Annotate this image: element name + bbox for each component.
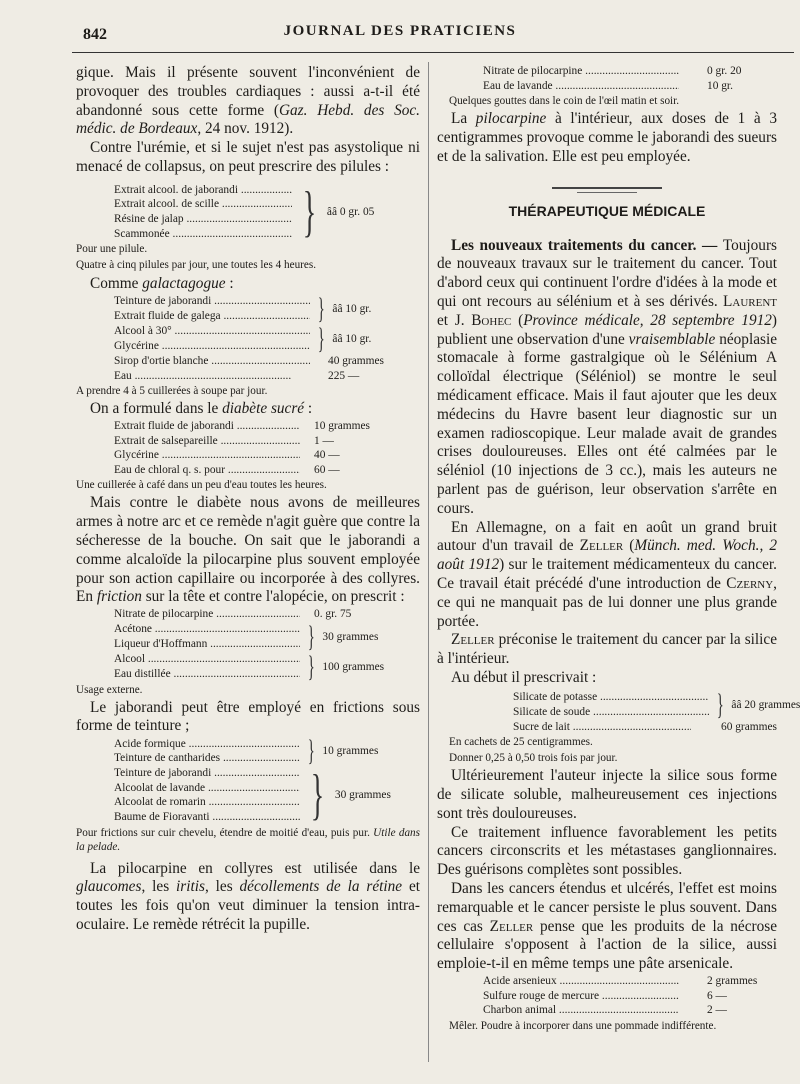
author: Czerny	[726, 574, 774, 592]
formula-row	[76, 212, 292, 227]
header-rule	[72, 52, 794, 53]
ingredient: Eau de chloral q. s. pour .....	[76, 463, 300, 478]
formula-group	[76, 649, 420, 683]
formula-group	[76, 619, 420, 653]
ingredient: Acide formique .....	[76, 737, 300, 752]
text: ) publient une observation d'une	[437, 311, 778, 348]
quantity: 60 grammes	[721, 720, 777, 733]
ingredient: Charbon animal .....	[437, 1003, 679, 1018]
formula-group	[76, 736, 420, 766]
formula-row	[76, 652, 300, 667]
formula-row	[76, 294, 310, 309]
formula-group	[76, 291, 420, 325]
formula-row	[76, 324, 310, 339]
emphasis: galactagogue	[142, 275, 226, 293]
formula-row	[437, 79, 777, 94]
column-divider	[428, 62, 429, 1062]
formula-row	[437, 690, 709, 705]
brace: }	[307, 619, 315, 653]
paragraph	[76, 860, 420, 935]
formula-group	[76, 764, 420, 827]
ingredient: Alcool .....	[76, 652, 300, 667]
ingredient: Eau de lavande .....	[437, 79, 679, 94]
formula-row	[76, 667, 300, 682]
text: , les	[204, 878, 240, 896]
emphasis: décollements de la rétine	[239, 878, 403, 896]
formula-row	[76, 463, 420, 478]
dose: 10 grammes	[322, 745, 379, 758]
paragraph	[76, 400, 420, 419]
formula-note: Pour une pilule.	[76, 243, 148, 256]
paragraph	[437, 237, 777, 519]
dose: 30 grammes	[322, 630, 379, 643]
formula-row	[437, 705, 709, 720]
article-title: Les nouveaux traitements du cancer. —	[451, 236, 723, 254]
ingredient: Glycérine .....	[76, 448, 300, 463]
emphasis: glaucomes	[76, 878, 142, 896]
text: Toujours de nouveaux travaux sur le traitement du cancer. Tout d'abord ceux qui continuent l'ordre d'idées à la mode et qui ont recours au sélénium et à ses dérivés.	[437, 236, 777, 310]
emphasis: pilocarpine	[475, 110, 547, 128]
text: Mais contre le diabète nous avons de meilleures armes à notre arc et ce remède n'agit guère que contre la sécheresse de la bouche. On sait que le jaborandi a comme alcaloïde la pilocarpine plus souvent employée pour son action capillaire ou incorporée à des collyres. En	[76, 494, 420, 606]
ingredient: Teinture de cantharides .....	[76, 751, 300, 766]
formula-note: Donner 0,25 à 0,50 trois fois par jour.	[449, 752, 618, 765]
dose: ââ 0 gr. 05	[326, 205, 375, 218]
formula-lines	[76, 766, 300, 824]
text: , 24 nov. 1912).	[197, 120, 294, 138]
ingredient: Acétone .....	[76, 622, 300, 637]
formula-row	[437, 974, 777, 989]
formula-lines	[76, 652, 300, 681]
dose: 100 grammes	[322, 660, 385, 673]
ingredient: Extrait alcool. de scille .....	[76, 197, 292, 212]
text: et J.	[437, 311, 472, 329]
ingredient: Extrait de salsepareille .....	[76, 434, 300, 449]
ingredient: Extrait fluide de galega .....	[76, 309, 310, 324]
ingredient: Extrait fluide de jaborandi .....	[76, 419, 300, 434]
ingredient: Teinture de jaborandi .....	[76, 294, 310, 309]
ingredient: Alcoolat de romarin .....	[76, 795, 300, 810]
text: préconise le traitement du cancer par la silice à l'intérieur.	[437, 631, 777, 668]
author: Bohec	[471, 311, 512, 329]
text: et toutes les fois qu'on veut diminuer la tension intra-oculaire. Le remède rétrécit la pupille.	[76, 878, 420, 934]
paragraph: Contre l'urémie, et si le sujet n'est pas asystolique ni menacé de collapsus, on peut prescrire des pilules :	[76, 139, 420, 175]
text: :	[225, 275, 234, 293]
text: Dans les cancers étendus et ulcérés, l'effet est moins remarquable et le cancer persiste le plus souvent. Dans ces cas	[437, 880, 777, 935]
text: En Allemagne, on a fait en août un grand bruit autour d'un travail de	[437, 518, 777, 555]
ingredient: Extrait alcool. de jaborandi .....	[76, 183, 292, 198]
formula-row	[76, 309, 310, 324]
ingredient: Nitrate de pilocarpine .....	[437, 64, 679, 79]
formula-row	[76, 737, 300, 752]
ingredient: Sulfure rouge de mercure .....	[437, 989, 679, 1004]
formula-note: Usage externe.	[76, 683, 143, 696]
formula-note: Quatre à cinq pilules par jour, une toutes les 4 heures.	[76, 259, 317, 272]
right-column	[437, 64, 800, 1035]
ingredient: Alcool à 30° .....	[76, 324, 310, 339]
brace: }	[302, 180, 317, 243]
citation: Gaz. Hebd. des Soc. médic. de Bordeaux	[76, 101, 420, 138]
formula-row	[76, 183, 292, 198]
paragraph	[437, 631, 777, 669]
quantity: 225 —	[328, 369, 360, 382]
formula-row	[76, 622, 300, 637]
ingredient: Acide arsenieux .....	[437, 974, 679, 989]
author: Zeller	[489, 917, 534, 935]
formula-row	[76, 781, 300, 796]
formula-row	[437, 989, 777, 1004]
formula-row	[437, 64, 777, 79]
formula-row	[76, 197, 292, 212]
quantity: 2 grammes	[707, 975, 758, 988]
emphasis: vraisemblable	[628, 330, 716, 348]
formula-note	[76, 826, 420, 854]
ingredient: Glycérine .....	[76, 339, 310, 354]
quantity: 0 gr. 20	[707, 65, 742, 77]
formula-row	[76, 448, 420, 463]
formula-row	[76, 766, 300, 781]
journal-title: JOURNAL DES PRATICIENS	[283, 23, 517, 39]
brace: }	[307, 734, 315, 768]
formula-lines	[76, 737, 300, 766]
quantity: 40 —	[314, 449, 340, 462]
formula-row	[76, 369, 420, 384]
formula-row	[76, 339, 310, 354]
citation: Münch. med. Woch., 2 août 1912	[437, 537, 778, 574]
ingredient: Scammonée .....	[76, 227, 292, 242]
text: , les	[141, 878, 177, 896]
dose: 30 grammes	[334, 789, 391, 802]
paragraph	[76, 494, 420, 607]
author: Zeller	[579, 537, 624, 555]
ingredient: Nitrate de pilocarpine .....	[76, 607, 300, 622]
quantity: 6 —	[707, 989, 727, 1002]
ingredient: Sirop d'ortie blanche .....	[76, 354, 310, 369]
formula-row	[76, 434, 420, 449]
ingredient: Sucre de lait .....	[437, 720, 691, 735]
ingredient: Teinture de jaborandi .....	[76, 766, 300, 781]
text: , ce qui ne manquait pas de lui donner une plus grande portée.	[437, 574, 777, 630]
emphasis: friction	[96, 588, 142, 606]
text: La pilocarpine en collyres est utilisée dans le	[90, 859, 420, 877]
formula-row	[76, 637, 300, 652]
spacer	[437, 167, 777, 187]
formula-note: En cachets de 25 centigrammes.	[449, 736, 593, 749]
text: sur la tête et contre l'alopécie, on prescrit :	[141, 588, 405, 606]
formula-row	[76, 751, 300, 766]
text: pense que les produits de la nécrose cellulaire s'opposent à l'action de la silice, aussi emploie-t-il en même temps une pâte arsenicale.	[437, 917, 777, 973]
quantity: 0. gr. 75	[314, 608, 352, 621]
spacer	[437, 219, 777, 237]
formula-note: Une cuillerée à café dans un peu d'eau toutes les heures.	[76, 479, 327, 492]
paragraph: Ce traitement influence favorablement les petits cancers circonscrits et les métastases ganglionnaires. Des guérisons complètes sont possibles.	[437, 823, 777, 879]
brace: }	[307, 649, 315, 683]
formula-row	[76, 419, 420, 434]
section-heading: THÉRAPEUTIQUE MÉDICALE	[508, 202, 706, 219]
spacer	[437, 193, 777, 203]
dose: ââ 10 gr.	[332, 302, 372, 315]
quantity: 1 —	[314, 434, 334, 447]
brace: }	[716, 687, 724, 721]
paragraph	[76, 64, 420, 139]
dose: ââ 20 grammes	[731, 698, 800, 711]
text: à l'intérieur, aux doses de 1 à 3 centigrammes provoque comme le jaborandi des sueurs et de la salivation. Elle est peu employée.	[437, 110, 777, 165]
formula-row	[76, 354, 420, 369]
paragraph	[76, 275, 420, 294]
ingredient: Silicate de soude .....	[437, 705, 709, 720]
paragraph: Le jaborandi peut être employé en frictions sous forme de teinture ;	[76, 698, 420, 735]
left-column	[76, 64, 420, 935]
formula-group	[76, 321, 420, 355]
paragraph	[437, 110, 777, 166]
dose: ââ 10 gr.	[332, 332, 372, 345]
formula-lines	[76, 622, 300, 651]
quantity: 2 —	[707, 1004, 727, 1017]
running-header	[0, 18, 800, 46]
formula-group	[76, 180, 420, 243]
text: Comme	[90, 275, 143, 293]
quantity: 10 grammes	[314, 419, 370, 432]
text: (	[623, 537, 635, 555]
brace: }	[317, 321, 325, 355]
ingredient: Alcoolat de lavande .....	[76, 781, 300, 796]
brace: }	[317, 291, 325, 325]
formula-row	[76, 607, 420, 622]
formula-row	[76, 227, 292, 242]
quantity: 60 —	[314, 463, 340, 476]
text: ) sur le traitement médicamenteux du cancer. Ce travail était précédé d'une introduction de	[437, 556, 777, 592]
ingredient: Baume de Fioravanti .....	[76, 810, 300, 825]
formula-row	[437, 720, 777, 735]
text: La	[451, 110, 476, 128]
quantity: 10 gr.	[707, 79, 733, 92]
text: Pour frictions sur cuir chevelu, étendre de moitié d'eau, puis pur.	[76, 826, 374, 839]
text: (	[511, 311, 524, 329]
formula-row	[437, 1003, 777, 1018]
emphasis: diabète sucré	[222, 400, 305, 418]
citation: Province médicale, 28 septembre 1912	[523, 311, 772, 329]
text: néoplasie stomacale à forme gastralgique où le Sélénium A colloïdal électrique (Séléniol) se montre le seul médicament efficace. Mais il faut ajouter que les deux médecins du Havre basent leur diagnostic sur un examen radioscopique. Leur malade avait de grandes crises douloureuses. Elles ont été calmées par le séléniol (10 injections de 3 cc.), mais les auteurs ne parlent pas de guérison, leur observation s'arrête en cours.	[437, 330, 777, 517]
formula-lines	[76, 294, 310, 323]
formula-note: A prendre 4 à 5 cuillerées à soupe par jour.	[76, 385, 268, 398]
paragraph	[437, 519, 777, 632]
formula-note: Quelques gouttes dans le coin de l'œil matin et soir.	[449, 95, 680, 108]
quantity: 40 grammes	[328, 354, 384, 367]
paragraph	[437, 880, 777, 974]
formula-lines	[437, 690, 709, 719]
ingredient: Silicate de potasse .....	[437, 690, 709, 705]
ingredient: Résine de jalap .....	[76, 212, 292, 227]
emphasis: iritis	[176, 878, 205, 896]
formula-lines	[76, 324, 310, 353]
formula-row	[76, 810, 300, 825]
emphasis: Utile dans la pelade.	[76, 826, 420, 853]
author: Laurent	[723, 292, 777, 310]
ingredient: Liqueur d'Hoffmann .....	[76, 637, 300, 652]
author: Zeller	[451, 631, 495, 649]
formula-group	[437, 687, 800, 721]
text: On a formulé dans le	[90, 400, 223, 418]
paragraph: Au début il prescrivait :	[451, 668, 597, 686]
formula-lines	[76, 183, 292, 241]
ingredient: Eau distillée .....	[76, 667, 300, 682]
brace: }	[310, 764, 325, 827]
formula-note: Mêler. Poudre à incorporer dans une pommade indifférente.	[449, 1019, 717, 1032]
text: gique. Mais il présente souvent l'inconvénient de provoquer des troubles cardiaques : aussi a-t-il été abandonné sous cette forme (	[76, 64, 420, 119]
page-number: 842	[83, 26, 107, 43]
text: :	[304, 400, 313, 418]
paragraph: Ultérieurement l'auteur injecte la silice sous forme de silicate soluble, malheureusement ces injections sont très douloureuses.	[437, 767, 777, 822]
ingredient: Eau .....	[76, 369, 310, 384]
formula-row	[76, 795, 300, 810]
